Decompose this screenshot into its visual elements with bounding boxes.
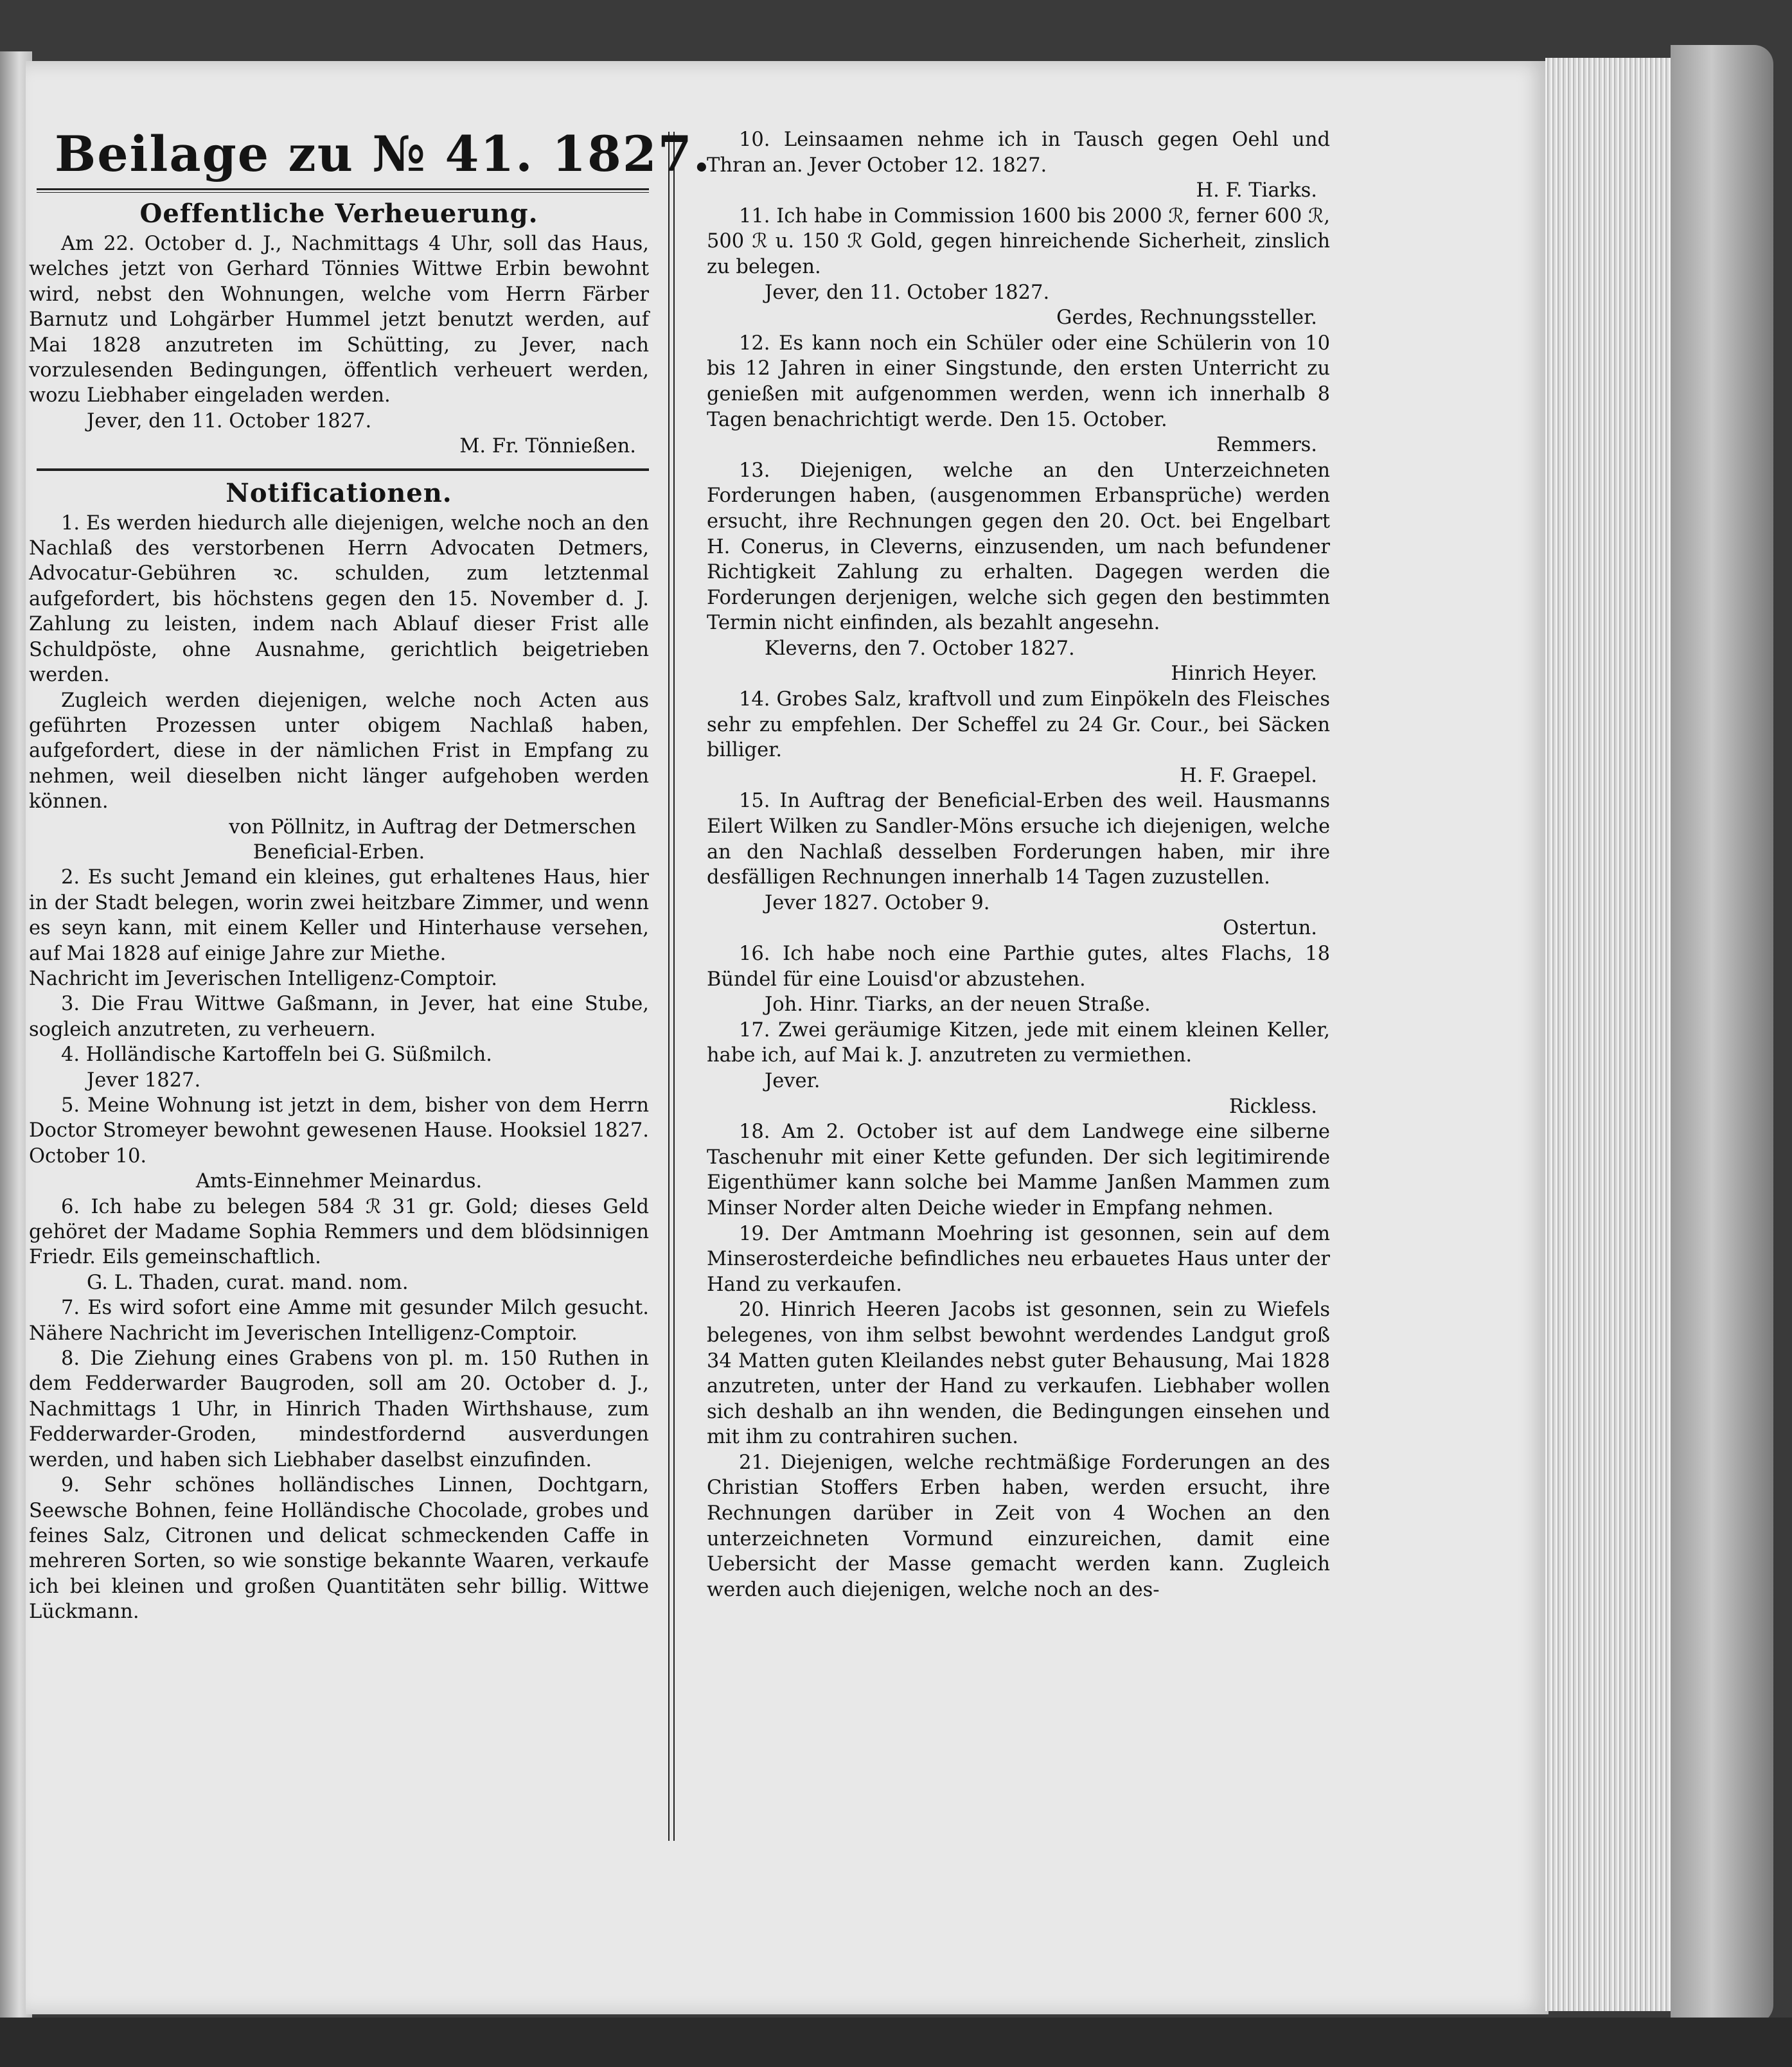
notice-17-signature: Rickless. [1229,1095,1317,1118]
notice-3-body: 3. Die Frau Wittwe Gaßmann, in Jever, hat eine Stube, sogleich anzutreten, zu verheuern. [29,993,649,1041]
notice-21-body: 21. Diejenigen, welche rechtmäßige Forderungen an des Christian Stoffers Erben haben, werden ersucht, ihre Rechnungen darüber in Zeit von 4 Wochen an den unterzeichneten Vormund einzureichen, damit eine Uebersicht der Masse gemacht werden kann. Zugleich werden auch diejenigen, welche noch an des- [707,1451,1330,1601]
notice-2-body: 2. Es sucht Jemand ein kleines, gut erhaltenes Haus, hier in der Stadt belegen, worin zwei heitzbare Zimmer, und wenn es seyn kann, mit einem Keller und Hinterhause versehen, auf Mai 1828 auf einige Jahre zur Miethe. [29,866,649,965]
notice-4-date: Jever 1827. [87,1069,201,1092]
notice-10-body: 10. Leinsaamen nehme ich in Tausch gegen Oehl und Thran an. Jever October 12. 1827. [707,129,1330,177]
section-rule [37,468,649,471]
verheuerung-notice [29,198,649,459]
notice-15-signature: Ostertun. [1223,917,1317,940]
notice-9-body: 9. Sehr schönes holländisches Linnen, Dochtgarn, Seewsche Bohnen, feine Holländische Chocolade, grobes und feines Salz, Citronen und delicat schmeckenden Caffe in mehreren Sorten, so wie sonstige bekannte Waaren, verkaufe ich bei kleinen und großen Quantitäten sehr billig. Wittwe Lückmann. [29,1474,649,1624]
book-cover-edge [1671,45,1773,2024]
notice-17-place: Jever. [765,1069,821,1092]
notice-14-body: 14. Grobes Salz, kraftvoll und zum Einpökeln des Fleisches sehr zu empfehlen. Der Scheffel zu 24 Gr. Cour., bei Säcken billiger. [707,688,1330,762]
notice-20-body: 20. Hinrich Heeren Jacobs ist gesonnen, sein zu Wiefels belegenes, von ihm selbst bewohnt werdendes Landgut groß 34 Matten guten Kleilandes nebst guter Behausung, Mai 1828 anzutreten, unter der Hand zu verkaufen. Liebhaber wollen sich deshalb an ihn wenden, die Bedingungen einsehen und mit ihm zu contrahiren suchen. [707,1299,1330,1449]
notice-1-body: 1. Es werden hiedurch alle diejenigen, welche noch an den Nachlaß des verstorbenen Herrn Advocaten Detmers, Advocatur-Gebühren ꝛc. schulden, zum letztenmal aufgefordert, bis höchstens gegen den 15. November d. J. Zahlung zu leisten, indem nach Ablauf dieser Frist alle Schuldpöste, ohne Ausnahme, gerichtlich beigetrieben werden. [29,511,649,687]
notice-12-body: 12. Es kann noch ein Schüler oder eine Schülerin von 10 bis 12 Jahren in einer Singstunde, den ersten Unterricht zu genießen mit aufgenommen werden, wenn ich innerhalb 8 Tagen benachrichtigt werde. Den 15. October. [707,332,1330,431]
notice-17-body: 17. Zwei geräumige Kitzen, jede mit einem kleinen Keller, habe ich, auf Mai k. J. anzutreten zu vermiethen. [707,1018,1330,1067]
notice-11-signature: Gerdes, Rechnungssteller. [1056,306,1317,330]
notice-1-signature-2: Beneficial-Erben. [253,840,425,864]
notificationen-heading: Notificationen. [226,477,452,508]
notice-8-body: 8. Die Ziehung eines Grabens von pl. m. 150 Ruthen in dem Fedderwarder Baugroden, soll am 20. October d. J., Nachmittags 1 Uhr, in Hinrich Thaden Wirthshause, zum Fedderwarder-Groden, mindestfordernd ausverdungen werden, und haben sich Liebhaber daselbst einzufinden. [29,1347,649,1471]
notice-16-signature: Joh. Hinr. Tiarks, an der neuen Straße. [765,993,1151,1016]
verheuerung-date: Jever, den 11. October 1827. [87,409,372,432]
masthead-rule [37,188,649,193]
verheuerung-body: Am 22. October d. J., Nachmittags 4 Uhr, soll das Haus, welches jetzt von Gerhard Tönnies Wittwe Erbin bewohnt wird, nebst den Wohnungen, welche vom Herrn Färber Barnutz und Lohgärber Hummel jetzt benutzt werden, auf Mai 1828 anzutreten im Schütting, zu Jever, nach vorzulesenden Bedingungen, öffentlich verheuert werden, wozu Liebhaber eingeladen werden. [29,233,649,407]
notice-10-signature: H. F. Tiarks. [1196,179,1317,202]
left-column [29,125,712,1625]
scan-background [0,2018,1792,2067]
notice-6-signature: G. L. Thaden, curat. mand. nom. [87,1271,409,1294]
notice-5-signature: Amts-Einnehmer Meinardus. [195,1170,483,1193]
notice-12-signature: Remmers. [1216,434,1317,457]
notice-13-body: 13. Diejenigen, welche an den Unterzeichneten Forderungen haben, (ausgenommen Erbansprüche) werden ersucht, ihre Rechnungen gegen den 20. Oct. bei Engelbart H. Conerus, in Cleverns, einzusenden, um nach befundener Richtigkeit Zahlung zu erhalten. Dagegen werden die Forderungen derjenigen, welche sich gegen den bestimmten Termin nicht einfinden, als bezahlt angesehn. [707,459,1330,635]
notice-2-note: Nachricht im Jeverischen Intelligenz-Comptoir. [29,967,497,990]
column-divider [668,132,675,1841]
right-column [707,127,1330,1602]
notice-15-body: 15. In Auftrag der Beneficial-Erben des weil. Hausmanns Eilert Wilken zu Sandler-Möns ersuche ich diejenigen, welche an den Nachlaß desselben Forderungen haben, mir ihre desfälligen Rechnungen innerhalb 14 Tagen zuzustellen. [707,790,1330,889]
masthead: Beilage zu № 41. 1827. [55,125,712,182]
notice-13-date: Kleverns, den 7. October 1827. [765,637,1075,660]
notice-19-body: 19. Der Amtmann Moehring ist gesonnen, sein auf dem Minserosterdeiche befindliches neu erbauetes Haus unter der Hand zu verkaufen. [707,1222,1330,1296]
notice-15-date: Jever 1827. October 9. [765,891,990,914]
notice-5-body: 5. Meine Wohnung ist jetzt in dem, bisher von dem Herrn Doctor Stromeyer bewohnt gewesenen Hause. Hooksiel 1827. October 10. [29,1094,649,1167]
notice-13-signature: Hinrich Heyer. [1171,662,1317,686]
notice-7-body: 7. Es wird sofort eine Amme mit gesunder Milch gesucht. Nähere Nachricht im Jeverischen Intelligenz-Comptoir. [29,1297,649,1345]
notice-18-body: 18. Am 2. October ist auf dem Landwege eine silberne Taschenuhr mit einer Kette gefunden. Der sich legitimirende Eigenthümer kann solche bei Mamme Janßen Mammen zum Minser Norder alten Deiche wieder in Empfang nehmen. [707,1121,1330,1220]
notice-4-body: 4. Holländische Kartoffeln bei G. Süßmilch. [61,1043,492,1067]
notice-14-signature: H. F. Graepel. [1180,764,1317,787]
verheuerung-heading: Oeffentliche Verheuerung. [139,199,538,229]
notice-11-date: Jever, den 11. October 1827. [765,281,1050,304]
notice-16-body: 16. Ich habe noch eine Parthie gutes, altes Flachs, 18 Bündel für eine Louisd'or abzustehen. [707,943,1330,991]
notice-11-body: 11. Ich habe in Commission 1600 bis 2000 ℛ, ferner 600 ℛ, 500 ℛ u. 150 ℛ Gold, gegen hinreichende Sicherheit, zinslich zu belegen. [707,204,1330,278]
notice-1-body-2: Zugleich werden diejenigen, welche noch Acten aus geführten Prozessen unter obigem Nachlaß haben, aufgefordert, diese in der nämlichen Frist in Empfang zu nehmen, weil dieselben nicht länger aufgehoben werden können. [29,689,649,813]
notice-1-signature-1: von Pöllnitz, in Auftrag der Detmerschen [229,815,636,838]
notice-6-body: 6. Ich habe zu belegen 584 ℛ 31 gr. Gold; dieses Geld gehöret der Madame Sophia Remmers und dem blödsinnigen Friedr. Eils gemeinschaftlich. [29,1195,649,1269]
page-stack-edge [1545,58,1680,2011]
verheuerung-signature: M. Fr. Tönnießen. [459,435,636,458]
